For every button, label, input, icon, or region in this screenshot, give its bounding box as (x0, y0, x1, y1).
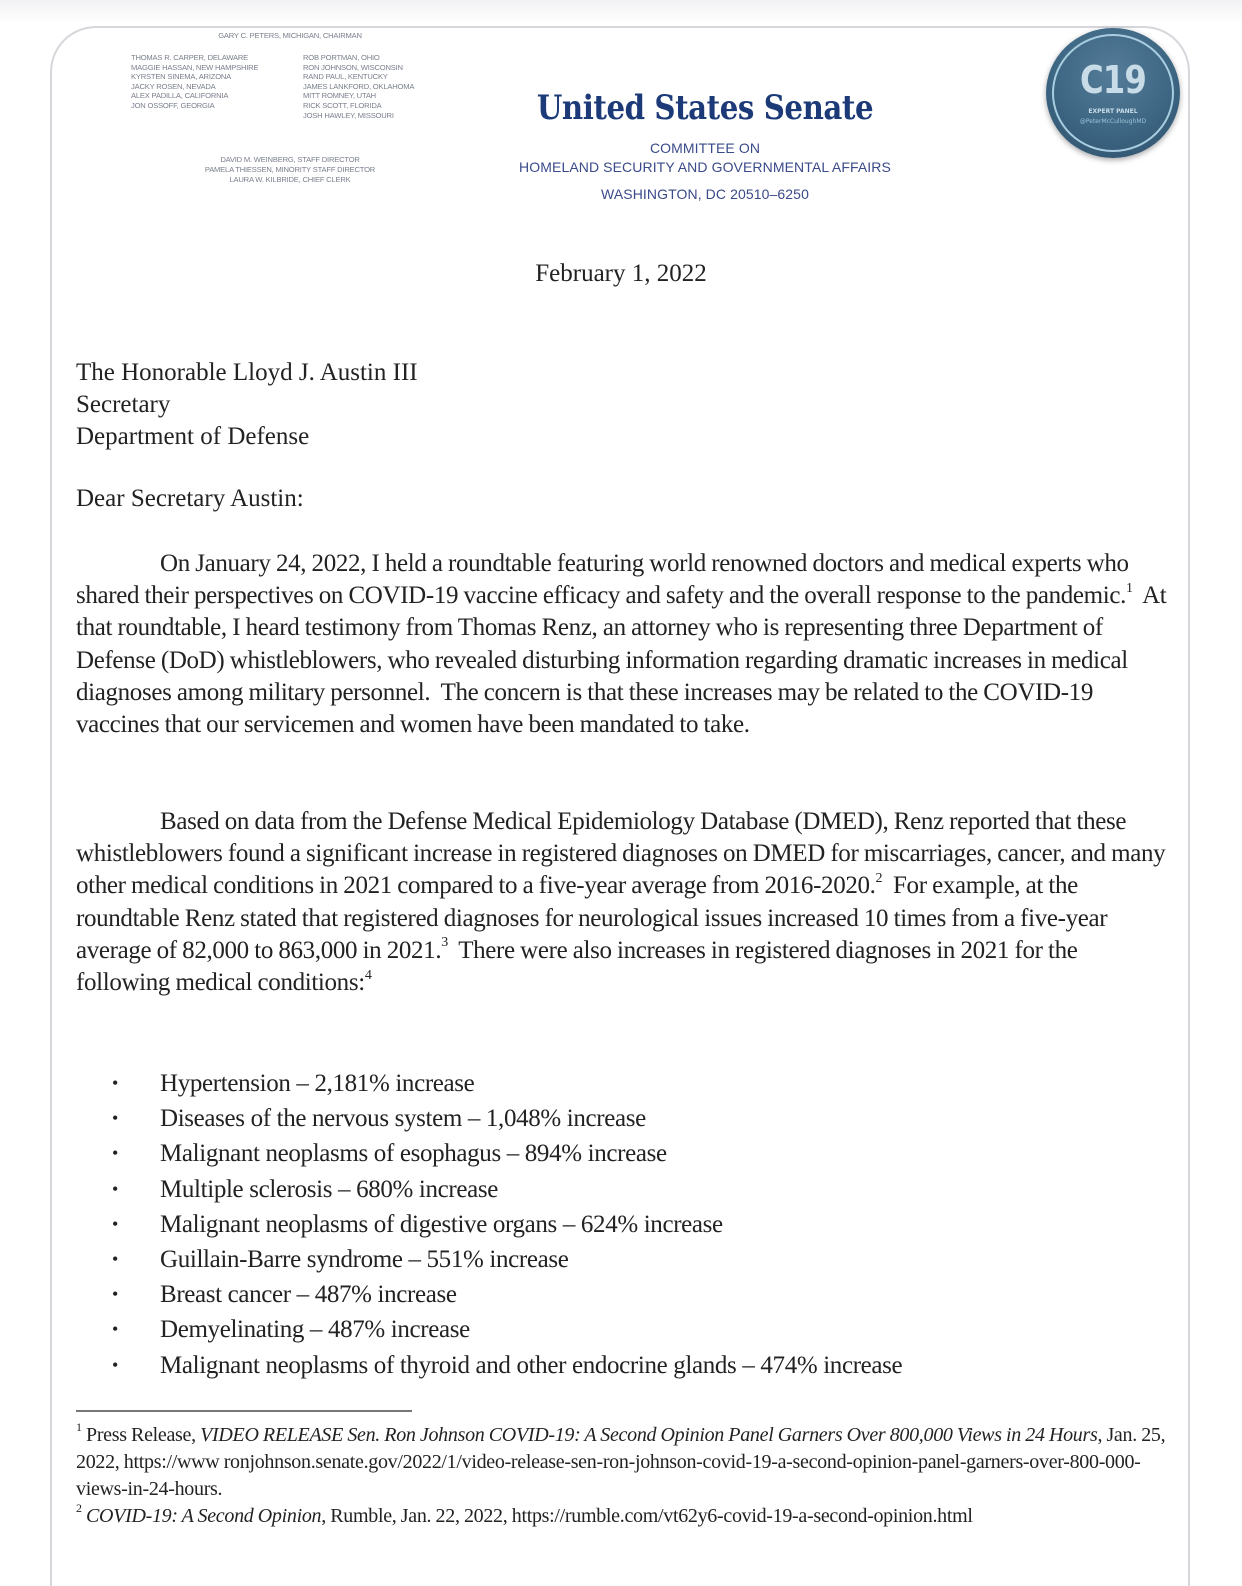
bullet-icon: • (112, 1354, 118, 1375)
condition-name: Malignant neoplasms of digestive organs (160, 1210, 557, 1238)
bullet-icon: • (112, 1213, 118, 1234)
footnote-lead: Press Release, (81, 1424, 201, 1446)
bullet-icon: • (112, 1073, 118, 1093)
paragraph-dmed (76, 806, 1176, 999)
committee-name-line2: HOMELAND SECURITY AND GOVERNMENTAL AFFAIRS (519, 159, 891, 175)
condition-value: 680% increase (356, 1175, 499, 1203)
member: THOMAS R. CARPER, DELAWARE (131, 53, 249, 62)
badge-handle: @PeterMcCulloughMD (1079, 118, 1147, 125)
senate-title: United States Senate (536, 88, 874, 128)
condition-item (112, 1172, 902, 1207)
salutation: Dear Secretary Austin: (76, 485, 304, 512)
majority-members (131, 53, 258, 111)
conditions-list (112, 1066, 902, 1383)
condition-value: 1,048% increase (485, 1105, 646, 1133)
condition-name: Hypertension (160, 1070, 291, 1097)
condition-value: 551% increase (426, 1246, 569, 1274)
badge-logo-text: C19 (1079, 58, 1147, 102)
badge-subtitle: EXPERT PANEL (1088, 108, 1138, 115)
recipient-title: Secretary (76, 391, 171, 418)
footnote-number: 1 (76, 1420, 82, 1435)
member: JAMES LANKFORD, OKLAHOMA (303, 81, 415, 91)
footnote-ref: 1 (1126, 580, 1133, 596)
condition-item (112, 1312, 902, 1347)
condition-value: 894% increase (524, 1140, 667, 1168)
condition-name: Malignant neoplasms of thyroid and other endocrine glands (160, 1351, 737, 1379)
bullet-icon: • (112, 1319, 118, 1340)
member: ROB PORTMAN, OHIO (303, 53, 380, 62)
bullet-icon: • (112, 1178, 118, 1199)
recipient-department: Department of Defense (76, 423, 310, 450)
footnote-link[interactable]: , Jan. 25, 2022, https://www ronjohnson.senate.gov/2022/1/video-release-sen-ron-johnson-covid-19-a-second-opinion-panel-garners-over-800-000-views-in-24-hours. (76, 1424, 1166, 1500)
footnote (76, 1503, 1176, 1530)
condition-name: Demyelinating (160, 1316, 305, 1344)
dash: – (556, 1210, 581, 1238)
condition-item (112, 1136, 902, 1171)
c19-expert-panel-badge (1046, 28, 1180, 158)
paragraph-text: Based on data from the Defense Medical Epidemiology Database (DMED), Renz reported that these whistleblowers found a significant increase in registered diagnoses on DMED for miscarriages, cancer, and many other medical conditions in 2021 compared to a five-year average from 2016-2020. (76, 808, 1166, 900)
bullet-icon: • (112, 1249, 118, 1270)
dash: – (290, 1281, 315, 1309)
condition-name: Multiple sclerosis (160, 1175, 333, 1203)
condition-item (112, 1207, 902, 1242)
footnote-divider (76, 1410, 412, 1412)
paragraph-text: At that roundtable, I heard testimony from Thomas Renz, an attorney who is representing three Department of Defense (DoD) whistleblowers, who revealed disturbing information regarding dramatic increases in medical diagnoses among military personnel. The concern is that these increases may be related to the COVID-19 vaccines that our servicemen and women have been mandated to take. (76, 582, 1172, 739)
condition-item (112, 1101, 902, 1136)
condition-name: Diseases of the nervous system (160, 1105, 462, 1133)
top-fade (0, 0, 1242, 24)
member: JON OSSOFF, GEORGIA (131, 100, 215, 110)
paragraph-text: On January 24, 2022, I held a roundtable featuring world renowned doctors and medical experts who shared their perspectives on COVID-19 vaccine efficacy and safety and the overall response to the pandemic. (76, 550, 1129, 610)
bullet-icon: • (112, 1143, 118, 1164)
condition-value: 2,181% increase (314, 1070, 475, 1097)
dash: – (500, 1140, 525, 1168)
committee-staff (170, 155, 410, 185)
recipient-name: The Honorable Lloyd J. Austin III (76, 359, 418, 386)
condition-name: Malignant neoplasms of esophagus (160, 1140, 501, 1168)
member: RICK SCOTT, FLORIDA (303, 100, 382, 110)
condition-item (112, 1242, 902, 1277)
condition-value: 487% increase (327, 1316, 470, 1344)
minority-members (303, 53, 414, 120)
footnote-title: VIDEO RELEASE Sen. Ron Johnson COVID-19: A Second Opinion Panel Garners Over 800,000 Views in 24 Hours (200, 1424, 1098, 1446)
condition-item (112, 1066, 902, 1101)
committee-address: WASHINGTON, DC 20510–6250 (601, 186, 809, 202)
committee-name-line1: COMMITTEE ON (649, 140, 761, 156)
dash: – (290, 1070, 315, 1097)
dash: – (304, 1316, 328, 1344)
condition-value: 474% increase (760, 1351, 903, 1379)
dash: – (461, 1105, 486, 1133)
dash: – (736, 1351, 761, 1379)
paragraph-roundtable (76, 548, 1176, 741)
recipient-address (76, 357, 418, 453)
bullet-icon: • (112, 1108, 118, 1129)
paragraph-text: For example, at the roundtable Renz stated that registered diagnoses for neurological issues increased 10 times from a five-year average of 82,000 to 863,000 in 2021. (76, 872, 1113, 964)
condition-name: Breast cancer (160, 1281, 291, 1309)
condition-value: 624% increase (580, 1210, 723, 1238)
member: RAND PAUL, KENTUCKY (303, 72, 388, 82)
member: MAGGIE HASSAN, NEW HAMPSHIRE (131, 62, 259, 72)
footnote-ref: 3 (441, 935, 448, 951)
paragraph-text: There were also increases in registered diagnoses in 2021 for the following medical conditions: (76, 936, 1083, 997)
member: ALEX PADILLA, CALIFORNIA (131, 91, 229, 101)
condition-value: 487% increase (314, 1281, 457, 1309)
footnote-number: 2 (76, 1501, 82, 1516)
condition-item (112, 1277, 902, 1312)
staff-member: DAVID M. WEINBERG, STAFF DIRECTOR (220, 155, 360, 164)
footnote-ref: 4 (364, 967, 372, 983)
letter-date: February 1, 2022 (535, 260, 707, 287)
dash: – (402, 1246, 427, 1274)
footnote-link[interactable]: , Rumble, Jan. 22, 2022, https://rumble.com/vt62y6-covid-19-a-second-opinion.html (321, 1505, 973, 1527)
footnote-title: COVID-19: A Second Opinion (86, 1505, 322, 1527)
dash: – (332, 1175, 357, 1203)
footnotes (76, 1422, 1176, 1530)
member: JOSH HAWLEY, MISSOURI (303, 110, 394, 120)
member: RON JOHNSON, WISCONSIN (303, 62, 403, 72)
footnote (76, 1422, 1176, 1503)
committee-chairman: GARY C. PETERS, MICHIGAN, CHAIRMAN (218, 31, 362, 40)
bullet-icon: • (112, 1284, 118, 1305)
staff-member: LAURA W. KILBRIDE, CHIEF CLERK (229, 175, 351, 184)
member: KYRSTEN SINEMA, ARIZONA (131, 72, 232, 82)
condition-name: Guillain-Barre syndrome (160, 1246, 403, 1274)
member: JACKY ROSEN, NEVADA (131, 81, 216, 91)
footnote-ref: 2 (875, 871, 883, 887)
member: MITT ROMNEY, UTAH (303, 91, 376, 101)
staff-member: PAMELA THIESSEN, MINORITY STAFF DIRECTOR (204, 165, 376, 174)
condition-item (112, 1348, 902, 1383)
